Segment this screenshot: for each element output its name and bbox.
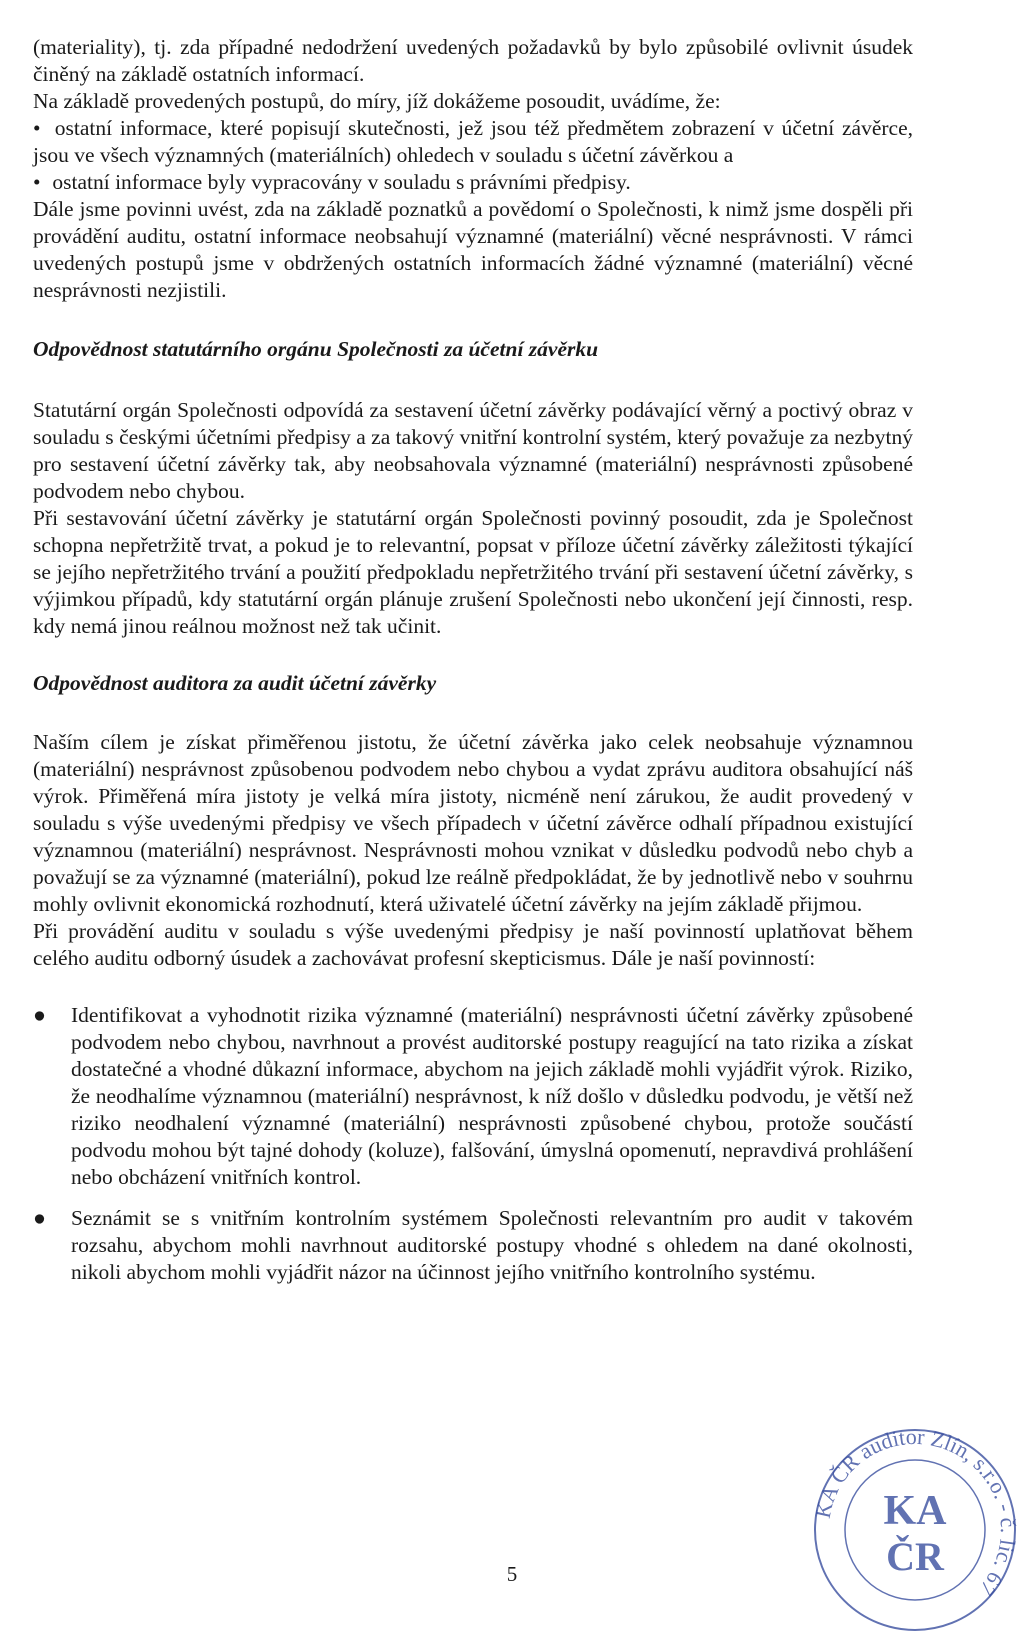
auditor-duties-list: [33, 1002, 913, 1286]
intro-paragraph-3: Dále jsme povinni uvést, zda na základě poznatků a povědomí o Společnosti, k nimž jsme dospěli při provádění auditu, ostatní informace neobsahují významné (materiální) věcné nesprávnosti. V rámci uvedených postupů jsme v obdržených ostatních informacích žádné významné (materiální) věcné nesprávnosti nezjistili.: [33, 197, 913, 302]
page-number: 5: [506, 1562, 518, 1586]
auditor-paragraph-2: Při provádění auditu v souladu s výše uvedenými předpisy je naší povinností uplatňovat během celého auditu odborný úsudek a zachovávat profesní skepticismus. Dále je naší povinností:: [33, 919, 913, 970]
list-item: ● Identifikovat a vyhodnotit rizika významné (materiální) nesprávnosti účetní závěrky způsobené podvodem nebo chybou, navrhnout a provést auditorské postupy reagující na tato rizika a získat dostatečné a vhodné důkazní informace, abychom na jejich základě mohli vyjádřit výrok. Riziko, že neodhalíme významnou (materiální) nesprávnost, k níž došlo v důsledku podvodu, je větší než riziko neodhalení významné (materiální) nesprávnosti způsobené chybou, protože součástí podvodu mohou být tajné dohody (koluze), falšování, úmyslná opomenutí, nepravdivá prohlášení nebo obcházení vnitřních kontrol.: [33, 1003, 913, 1189]
list-item: • ostatní informace, které popisují skutečnosti, jež jsou též předmětem zobrazení v účetní závěrce, jsou ve všech významných (materiálních) ohledech v souladu s účetní závěrkou a: [33, 116, 913, 167]
intro-paragraph-2: Na základě provedených postupů, do míry, jíž dokážeme posoudit, uvádíme, že:: [33, 89, 721, 113]
heading-auditor-responsibility: Odpovědnost auditora za audit účetní závěrky: [33, 671, 437, 695]
document-page: [33, 34, 913, 1300]
stamp-ring-text: KA ČR auditor Zlín, s.r.o. - č. lic. 67: [809, 1423, 1022, 1601]
bullet-icon: •: [33, 116, 41, 140]
bullet-icon: ●: [33, 1003, 46, 1027]
stamp-center-bottom: ČR: [886, 1534, 944, 1579]
heading-statutory-responsibility: Odpovědnost statutárního orgánu Společnosti za účetní závěrku: [33, 337, 599, 361]
stamp-center-top: KA: [883, 1488, 947, 1534]
statutory-paragraph-2: Při sestavování účetní závěrky je statutární orgán Společnosti povinný posoudit, zda je Společnost schopna nepřetržitě trvat, a pokud je to relevantní, popsat v příloze účetní závěrky záležitosti týkající se jejího nepřetržitého trvání a použití předpokladu nepřetržitého trvání při sestavení účetní závěrky, s výjimkou případů, kdy statutární orgán plánuje zrušení Společnosti nebo ukončení její činnosti, resp. kdy nemá jinou reálnou možnost než tak učinit.: [33, 506, 913, 638]
company-stamp: [800, 1412, 1024, 1642]
statutory-paragraph-1: Statutární orgán Společnosti odpovídá za sestavení účetní závěrky podávající věrný a poctivý obraz v souladu s českými účetními předpisy a za takový vnitřní kontrolní systém, který považuje za nezbytný pro sestavení účetní závěrky tak, aby neobsahovala významné (materiální) nesprávnosti způsobené podvodem nebo chybou.: [33, 398, 913, 503]
bullet-icon: •: [33, 170, 41, 194]
list-item: ● Seznámit se s vnitřním kontrolním systémem Společnosti relevantním pro audit v takovém rozsahu, abychom mohli navrhnout auditorské postupy vhodné s ohledem na dané okolnosti, nikoli abychom mohli vyjádřit názor na účinnost jejího vnitřního kontrolního systému.: [33, 1206, 913, 1284]
intro-list: [33, 115, 913, 196]
auditor-paragraph-1: Naším cílem je získat přiměřenou jistotu, že účetní závěrka jako celek neobsahuje významnou (materiální) nesprávnost způsobenou podvodem nebo chybou a vydat zprávu auditora obsahující náš výrok. Přiměřená míra jistoty je velká míra jistoty, nicméně není zárukou, že audit provedený v souladu s výše uvedenými předpisy ve všech případech v účetní závěrce odhalí případnou existující významnou (materiální) nesprávnost. Nesprávnosti mohou vznikat v důsledku podvodů nebo chyb a považují se za významné (materiální), pokud lze reálně předpokládat, že by jednotlivě nebo v souhrnu mohly ovlivnit ekonomická rozhodnutí, která uživatelé účetní závěrky na jejím základě přijmou.: [33, 730, 913, 916]
list-item: • ostatní informace byly vypracovány v souladu s právními předpisy.: [33, 170, 631, 194]
intro-paragraph-1: (materiality), tj. zda případné nedodržení uvedených požadavků by bylo způsobilé ovlivnit úsudek činěný na základě ostatních informací.: [33, 35, 913, 86]
bullet-icon: ●: [33, 1206, 46, 1230]
